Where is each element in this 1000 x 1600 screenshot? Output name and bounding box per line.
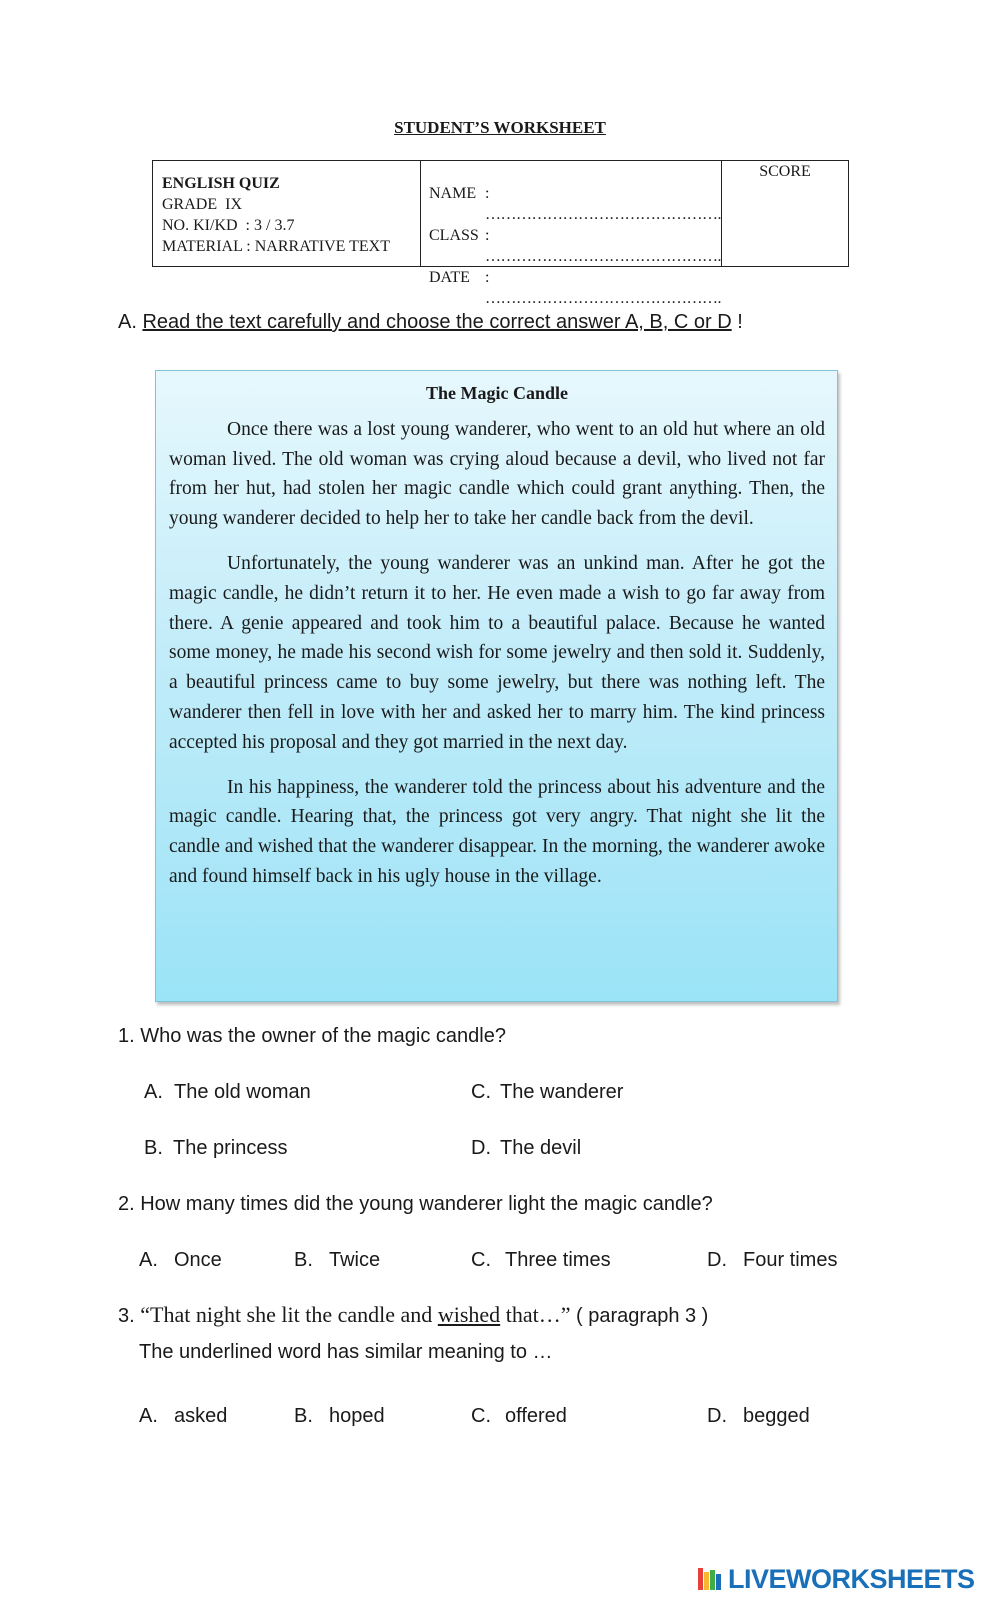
q3-option-a[interactable]: A. asked — [139, 1405, 228, 1427]
instruction-text: Read the text carefully and choose the correct answer A, B, C or D — [142, 311, 732, 333]
ki-kd: NO. KI/KD : 3 / 3.7 — [162, 217, 295, 234]
q3-option-d[interactable]: D. begged — [707, 1405, 810, 1427]
name-label: NAME — [429, 185, 477, 202]
q3-paragraph-ref: ( paragraph 3 ) — [576, 1305, 709, 1327]
q2-option-c[interactable]: C. Three times — [471, 1249, 611, 1271]
logo-text: LIVEWORKSHEETS — [728, 1563, 975, 1594]
grade: GRADE IX — [162, 196, 242, 213]
score-label: SCORE — [759, 163, 811, 180]
liveworksheets-logo[interactable] — [698, 1564, 975, 1594]
question-2: 2. How many times did the young wanderer light the magic candle? — [118, 1193, 713, 1215]
story-paragraph-1: Once there was a lost young wanderer, who went to an old hut where an old woman lived. The old woman was crying aloud because a devil, who lived not far from her hut, had stolen her magic candle which could grant anything. Then, the young wanderer decided to help her to take her candle back from the devil. — [169, 418, 825, 530]
story-title: The Magic Candle — [426, 383, 568, 403]
q3-option-c[interactable]: C. offered — [471, 1405, 567, 1427]
worksheet-title: STUDENT’S WORKSHEET — [394, 118, 606, 137]
quiz-info-cell — [153, 161, 421, 266]
date-field[interactable]: : ………………………………………. — [485, 269, 721, 307]
class-label: CLASS — [429, 227, 479, 244]
q2-option-d[interactable]: D. Four times — [707, 1249, 838, 1271]
q3-quote-start: “That night she lit the candle and — [140, 1302, 433, 1327]
instruction-suffix: ! — [737, 311, 743, 333]
q1-option-b[interactable]: B. The princess — [144, 1137, 288, 1159]
q2-option-b[interactable]: B. Twice — [294, 1249, 381, 1271]
q3-option-b[interactable]: B. hoped — [294, 1405, 385, 1427]
material: MATERIAL : NARRATIVE TEXT — [162, 238, 390, 255]
student-info-cell — [421, 161, 722, 307]
q1-option-d[interactable]: D. The devil — [471, 1137, 582, 1159]
q3-underlined-word: wished — [437, 1302, 501, 1327]
class-row[interactable] — [429, 225, 721, 267]
score-cell — [722, 161, 848, 266]
date-row[interactable] — [429, 267, 721, 309]
question-3 — [118, 1302, 708, 1328]
quiz-name: ENGLISH QUIZ — [162, 175, 280, 192]
section-a-instruction — [118, 311, 743, 334]
q1-option-a[interactable]: A. The old woman — [144, 1081, 311, 1103]
q2-option-a[interactable]: A. Once — [139, 1249, 222, 1271]
q3-subtext: The underlined word has similar meaning to … — [139, 1341, 553, 1363]
logo-icon — [698, 1566, 724, 1592]
story-paragraph-2: Unfortunately, the young wanderer was an unkind man. After he got the magic candle, he didn’t return it to her. He even made a wish to go far away from there. A genie appeared and took him to a beautiful palace. Because he wanted some money, he made his second wish for some jewelry and then sold it. Suddenly, a beautiful princess came to buy some jewelry, but there was nothing left. The wanderer then fell in love with her and asked her to marry him. The kind princess accepted his proposal and they got married in the next day. — [169, 552, 825, 753]
section-prefix: A. — [118, 311, 137, 333]
name-row[interactable] — [429, 183, 721, 225]
date-label: DATE — [429, 269, 470, 286]
header-table — [152, 160, 849, 307]
question-1: 1. Who was the owner of the magic candle? — [118, 1025, 506, 1047]
name-field[interactable]: : ………………………………………. — [485, 185, 721, 223]
story-box — [155, 370, 838, 1002]
q3-number: 3. — [118, 1305, 135, 1327]
story-paragraph-3: In his happiness, the wanderer told the princess about his adventure and the magic candle. Hearing that, the princess got very angry. That night she lit the candle and wished that the wanderer disappear. In the morning, the wanderer awoke and found himself back in his ugly house in the village. — [169, 776, 825, 887]
q3-quote-end: that…” — [505, 1302, 571, 1327]
class-field[interactable]: : ………………………………………. — [485, 227, 721, 265]
q1-option-c[interactable]: C. The wanderer — [471, 1081, 624, 1103]
